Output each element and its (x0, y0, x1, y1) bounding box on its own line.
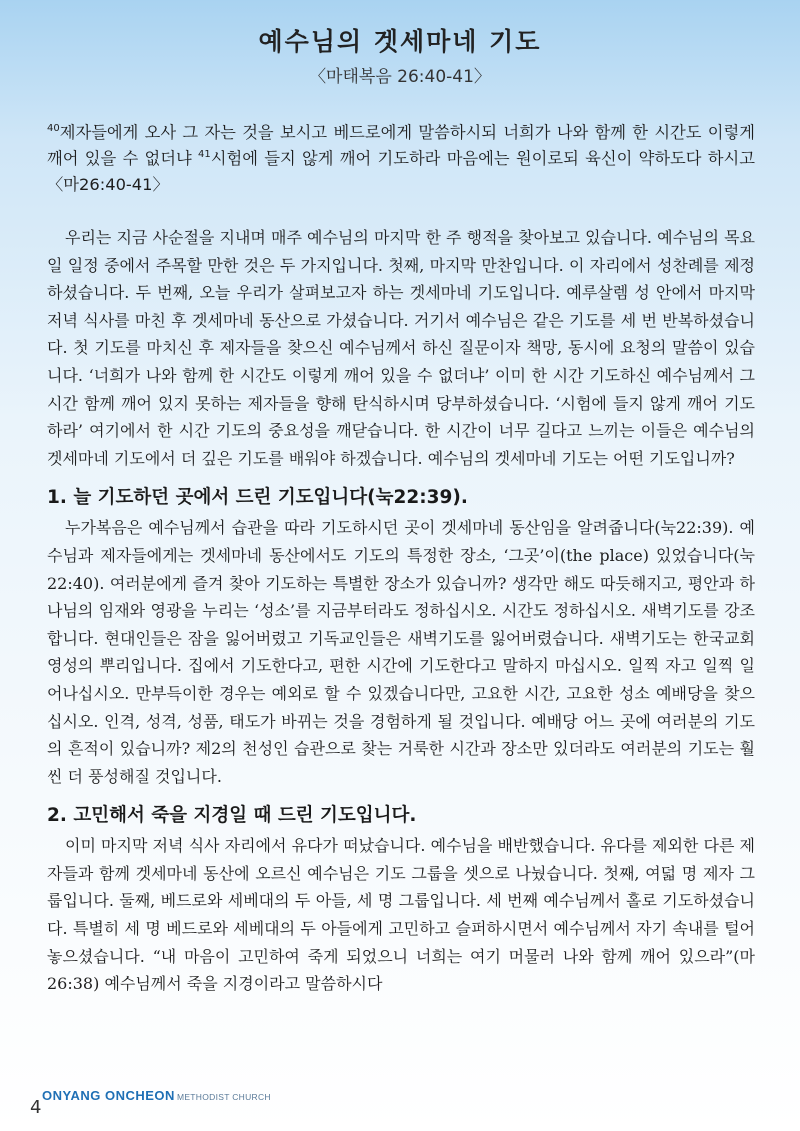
church-logo (42, 1087, 271, 1105)
verse-number: 40 (47, 123, 60, 134)
logo-main-text: ONYANG ONCHEON (42, 1088, 175, 1103)
page-number: 4 (30, 1097, 42, 1118)
page-footer (30, 1088, 430, 1127)
verse-text: 시험에 들지 않게 깨어 기도하라 마음에는 원이로되 육신이 약하도다 하시고〈마26:40-41〉 (47, 149, 755, 194)
verse-number: 41 (198, 149, 211, 160)
page-header (0, 0, 800, 92)
section-body-2: 이미 마지막 저녁 식사 자리에서 유다가 떠났습니다. 예수님을 배반했습니다. 유다를 제외한 다른 제자들과 함께 겟세마네 동산에 오르신 예수님은 기도 그룹을 셋으로 나눴습니다. 첫째, 여덟 명 제자 그룹입니다. 둘째, 베드로와 세베대의 두 아들, 세 명 그룹입니다. 세 번째 예수님께서 홀로 기도하셨습니다. 특별히 세 명 베드로와 세베대의 두 아들에게 고민하고 슬퍼하시면서 예수님께서 자기 속내를 털어놓으셨습니다. “내 마음이 고민하여 죽게 되었으니 너희는 여기 머물러 나와 함께 깨어 있으라”(마26:38) 예수님께서 죽을 지경이라고 말씀하시다 (47, 836, 755, 994)
section-heading-1: 1. 늘 기도하던 곳에서 드린 기도입니다(눅22:39). (47, 487, 468, 509)
intro-paragraph: 우리는 지금 사순절을 지내며 매주 예수님의 마지막 한 주 행적을 찾아보고 있습니다. 예수님의 목요일 일정 중에서 주목할 만한 것은 두 가지입니다. 첫째, 마지막 만찬입니다. 이 자리에서 성찬례를 제정하셨습니다. 두 번째, 오늘 우리가 살펴보고자 하는 겟세마네 기도입니다. 예루살렘 성 안에서 마지막 저녁 식사를 마친 후 겟세마네 동산으로 가셨습니다. 거기서 예수님은 같은 기도를 세 번 반복하셨습니다. 첫 기도를 마치신 후 제자들을 찾으신 예수님께서 하신 질문이자 책망, 동시에 요청의 말씀이 있습니다. ‘너희가 나와 함께 한 시간도 이렇게 깨어 있을 수 없더냐’ 이미 한 시간 기도하신 예수님께서 그 시간 함께 깨어 있지 못하는 제자들을 향해 탄식하시며 당부하셨습니다. ‘시험에 들지 않게 깨어 기도하라’ 여기에서 한 시간 기도의 중요성을 깨닫습니다. 한 시간이 너무 길다고 느끼는 이들은 예수님의 겟세마네 기도에서 더 깊은 기도를 배워야 하겠습니다. 예수님의 겟세마네 기도는 어떤 기도입니까? (47, 228, 755, 468)
scripture-reference: 〈마태복음 26:40-41〉 (309, 67, 491, 87)
section-body-1: 누가복음은 예수님께서 습관을 따라 기도하시던 곳이 겟세마네 동산임을 알려줍니다(눅22:39). 예수님과 제자들에게는 겟세마네 동산에서도 기도의 특정한 장소, ‘그곳’이(the place) 있었습니다(눅22:40). 여러분에게 즐겨 찾아 기도하는 특별한 장소가 있습니까? 생각만 해도 따듯해지고, 평안과 하나님의 임재와 영광을 누리는 ‘성소’를 지금부터라도 정하십시오. 시간도 정하십시오. 새벽기도를 강조합니다. 현대인들은 잠을 잃어버렸고 기독교인들은 새벽기도를 잃어버렸습니다. 새벽기도는 한국교회 영성의 뿌리입니다. 집에서 기도한다고, 편한 시간에 기도한다고 말하지 마십시오. 일찍 자고 일찍 일어나십시오. 만부득이한 경우는 예외로 할 수 있겠습니다만, 고요한 시간, 고요한 성소 예배당을 찾으십시오. 인격, 성격, 성품, 태도가 바뀌는 것을 경험하게 될 것입니다. 예배당 어느 곳에 여러분의 기도의 흔적이 있습니까? 제2의 천성인 습관으로 찾는 거룩한 시간과 장소만 있더라도 여러분의 기도는 훨씬 더 풍성해질 것입니다. (47, 518, 755, 786)
section-heading-2: 2. 고민해서 죽을 지경일 때 드린 기도입니다. (47, 805, 417, 827)
logo-sub-text: METHODIST CHURCH (176, 1092, 271, 1102)
sermon-content (47, 120, 755, 998)
page-title: 예수님의 겟세마네 기도 (258, 27, 542, 56)
verse-text: 제자들에게 오사 그 자는 것을 보시고 베드로에게 말씀하시되 너희가 나와 함께 한 시간도 이렇게 깨어 있을 수 없더냐 (47, 123, 755, 168)
key-verse (47, 120, 755, 198)
